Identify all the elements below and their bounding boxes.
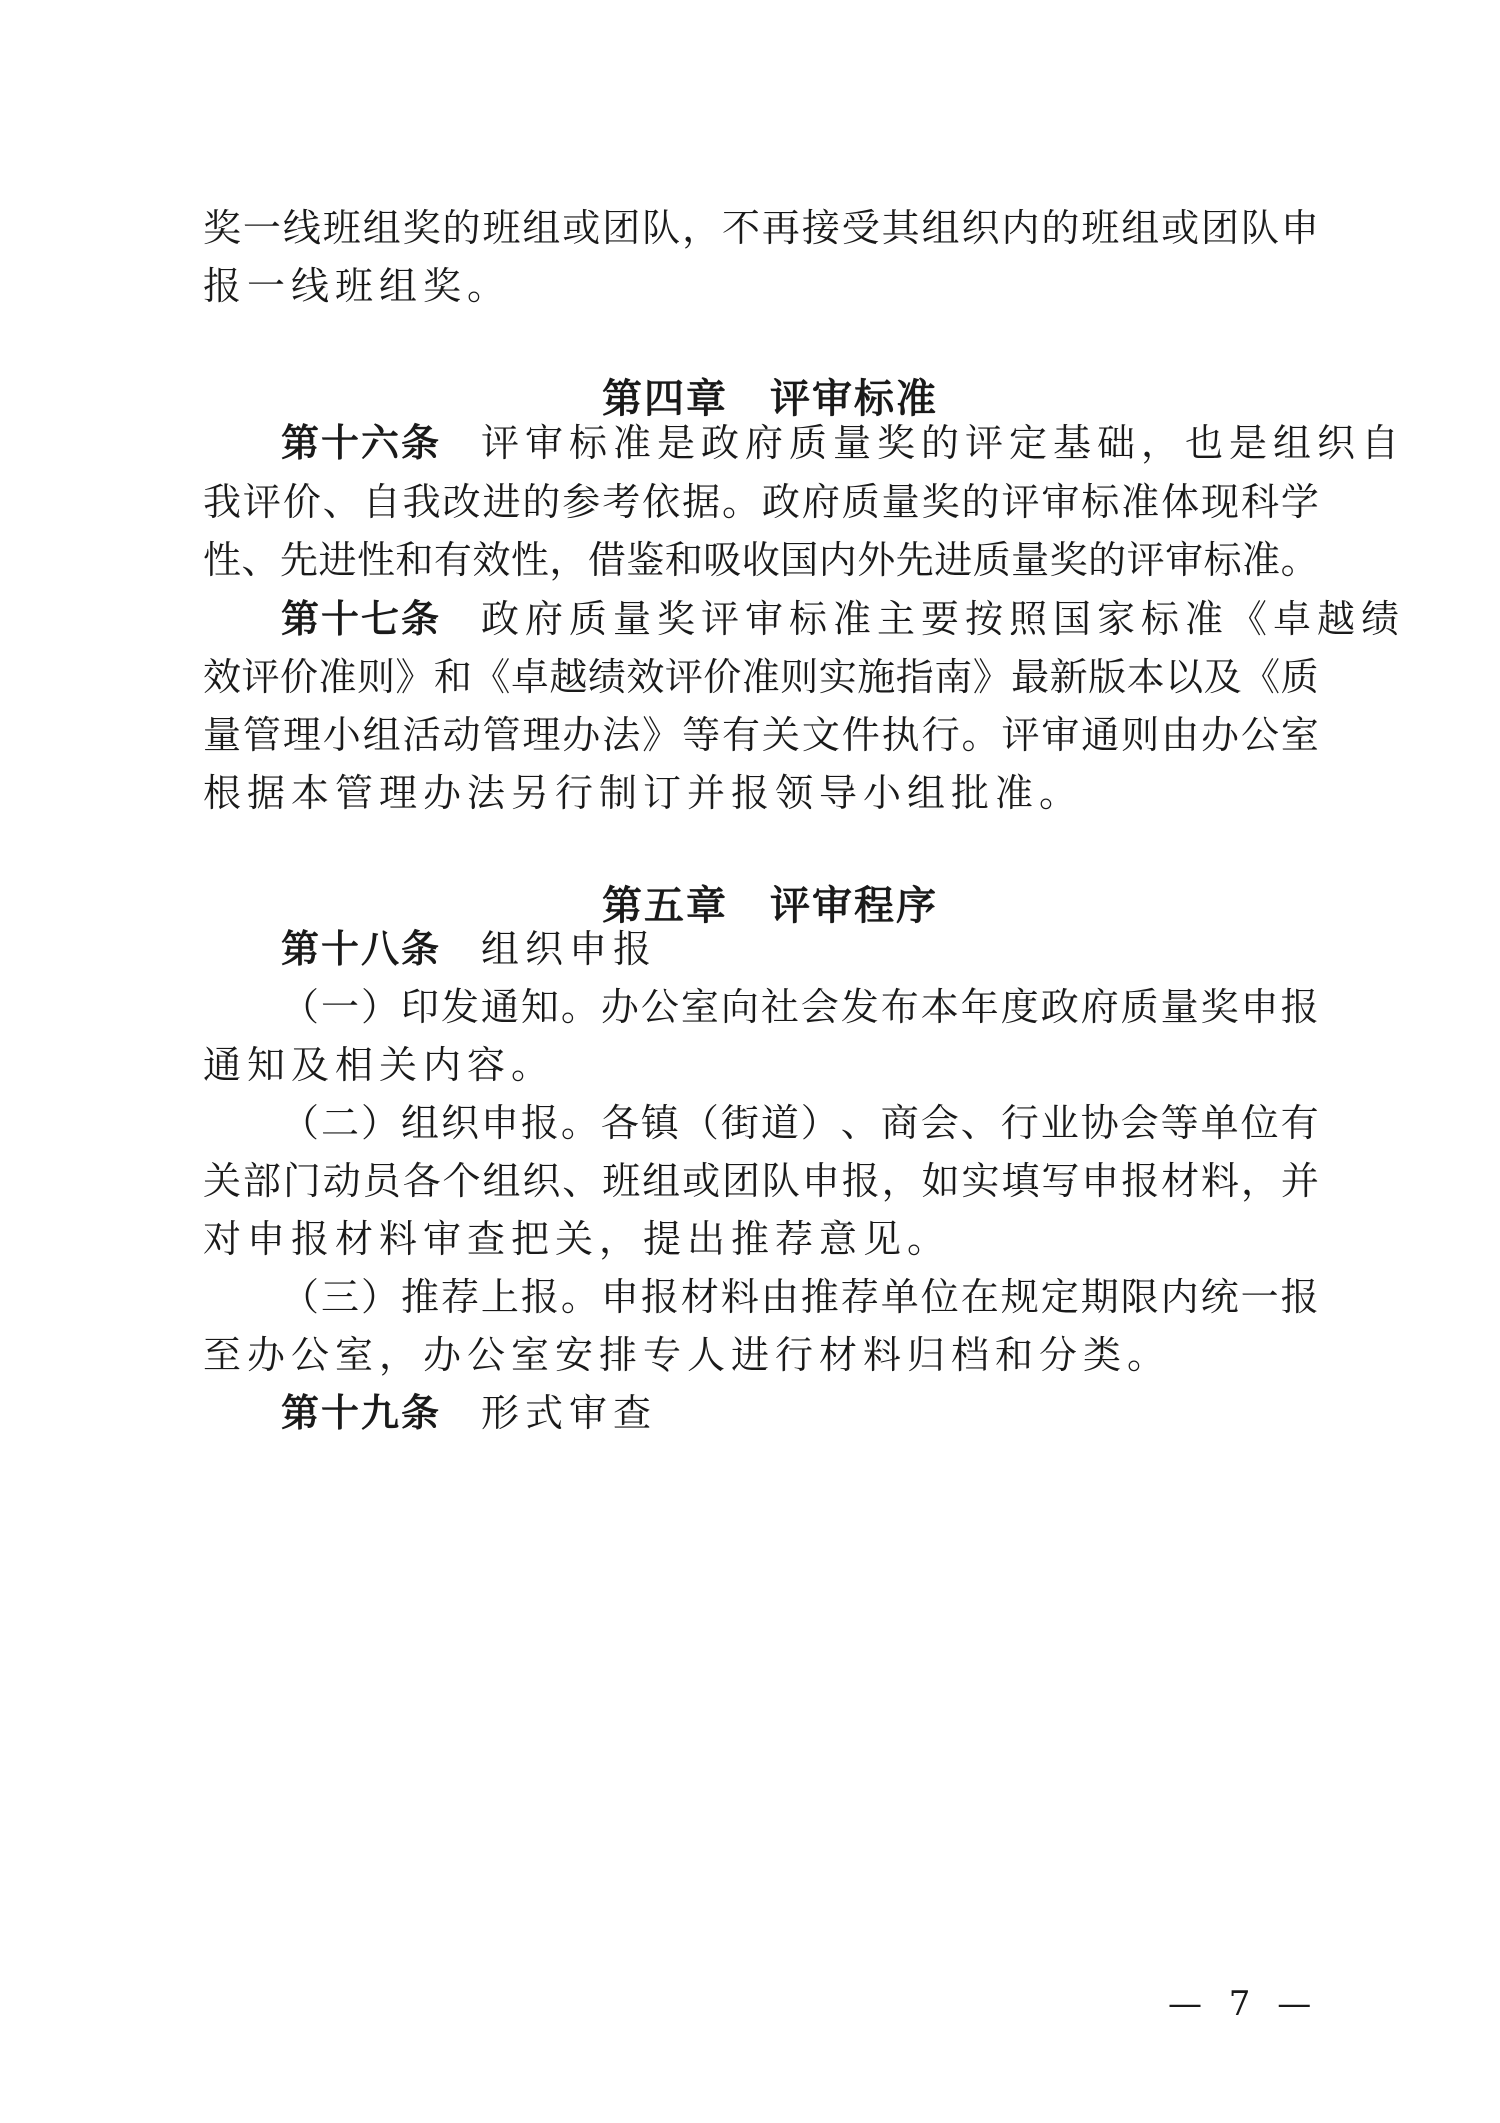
text-char: ， (549, 538, 588, 582)
text-char: 审 (1041, 713, 1080, 757)
text-char: 以 (1165, 655, 1204, 699)
text-char: 办 (562, 713, 601, 757)
body-line (281, 1101, 1319, 1145)
text-char: 在 (960, 1275, 999, 1319)
text-char: ， (1240, 1159, 1279, 1203)
text-char: 办 (600, 985, 639, 1029)
text-char: 员 (362, 1159, 401, 1203)
text-char: 单 (880, 1275, 919, 1319)
text-char: 行 (921, 713, 960, 757)
body-line (203, 713, 1319, 757)
text-char: 实 (818, 655, 857, 699)
text-char: 社 (760, 985, 799, 1029)
body-line: 至办公室，办公室安排专人进行材料归档和分类。 (203, 1333, 1172, 1377)
text-char: 内 (1001, 206, 1040, 250)
text-char: 知 (520, 985, 559, 1029)
text-char: 准 (1242, 538, 1281, 582)
text-char: 参 (562, 480, 601, 524)
text-char: 位 (1240, 1101, 1279, 1145)
text-char: 版 (1088, 655, 1127, 699)
text-char: 鉴 (626, 538, 665, 582)
article-16-line (281, 421, 1406, 465)
article-text: 形式审查 (481, 1391, 658, 1435)
text-char: 度 (1000, 985, 1039, 1029)
text-char: 实 (961, 1159, 1000, 1203)
text-char: 进 (318, 538, 357, 582)
text-char: 越 (549, 655, 588, 699)
text-char: 最 (1011, 655, 1050, 699)
text-char: 政 (1040, 985, 1079, 1029)
text-char: 奖 (921, 480, 960, 524)
text-char: 奖 (1200, 985, 1239, 1029)
text-char: 的 (1088, 538, 1127, 582)
text-char: 荐 (440, 1275, 479, 1319)
text-char: 期 (1080, 1275, 1119, 1319)
text-char: 关 (203, 1159, 242, 1203)
text-char: 会 (1120, 1101, 1159, 1145)
text-char: 标 (1081, 480, 1120, 524)
body-line (203, 1159, 1319, 1203)
text-char: 奖 (402, 206, 441, 250)
text-char: 推 (400, 1275, 439, 1319)
text-char: 报 (1121, 1159, 1160, 1203)
text-char: 织 (522, 1159, 561, 1203)
text-char: 本 (920, 985, 959, 1029)
text-char: ） (360, 985, 399, 1029)
text-char: 评 (242, 480, 281, 524)
text-char: 政 (761, 480, 800, 524)
text-char: 班 (322, 206, 361, 250)
text-char: （ (281, 1275, 320, 1319)
text-char: 效 (203, 655, 242, 699)
text-char: 报 (520, 1275, 559, 1319)
text-char: 准 (741, 655, 780, 699)
text-char: 改 (442, 480, 481, 524)
text-char: 效 (472, 538, 511, 582)
text-char: 和 (664, 538, 703, 582)
text-char: 或 (682, 1159, 721, 1203)
text-char: 等 (682, 713, 721, 757)
text-char: ） (800, 1101, 839, 1145)
text-char: 则 (356, 655, 395, 699)
text-char: 规 (1000, 1275, 1039, 1319)
text-char: 室 (680, 985, 719, 1029)
text-char: 施 (857, 655, 896, 699)
text-char: 团 (721, 1159, 760, 1203)
text-char: 班 (482, 206, 521, 250)
text-char: 进 (934, 538, 973, 582)
text-char: 班 (602, 1159, 641, 1203)
text-char: 业 (1040, 1101, 1079, 1145)
text-char: 申 (1081, 1159, 1120, 1203)
text-char: 申 (480, 1101, 519, 1145)
text-char: 量 (1160, 985, 1199, 1029)
body-line (203, 206, 1319, 250)
text-char: 则 (1121, 713, 1160, 757)
text-char: 量 (1011, 538, 1050, 582)
text-char: 进 (482, 480, 521, 524)
text-char: 质 (1280, 655, 1319, 699)
article-number: 第十七条 (281, 597, 442, 641)
text-char: 准 (318, 655, 357, 699)
text-char: 指 (895, 655, 934, 699)
article-19-line (281, 1391, 658, 1435)
text-char: 内 (818, 538, 857, 582)
text-char: 价 (282, 480, 321, 524)
text-char: 《 (1242, 655, 1281, 699)
text-char: 据 (682, 480, 721, 524)
text-char: 组 (522, 206, 561, 250)
text-char: 的 (442, 206, 481, 250)
article-text: 组织申报 (481, 927, 658, 971)
body-line: 根据本管理办法另行制订并报领导小组批准。 (203, 771, 1084, 815)
text-char: 《 (472, 655, 511, 699)
text-char: 队 (642, 206, 681, 250)
text-char: 班 (1081, 206, 1120, 250)
text-char: 向 (720, 985, 759, 1029)
text-char: （ (281, 1101, 320, 1145)
text-char: 报 (640, 1275, 679, 1319)
text-char: 性 (356, 538, 395, 582)
text-char: 通 (480, 985, 519, 1029)
body-line: 报一线班组奖。 (203, 264, 512, 308)
text-char: 及 (1203, 655, 1242, 699)
text-char: 审 (1041, 480, 1080, 524)
text-char: 统 (1200, 1275, 1239, 1319)
text-char: 动 (322, 1159, 361, 1203)
text-char: 布 (880, 985, 919, 1029)
text-char: 管 (482, 713, 521, 757)
text-char: 国 (780, 538, 819, 582)
text-char: 组 (1121, 206, 1160, 250)
text-char: 价 (279, 655, 318, 699)
text-char: 评 (1126, 538, 1165, 582)
text-char: 限 (1120, 1275, 1159, 1319)
text-char: 位 (920, 1275, 959, 1319)
article-17-line (281, 597, 1406, 641)
text-char: 会 (920, 1101, 959, 1145)
text-char: 室 (1280, 713, 1319, 757)
body-line (203, 655, 1319, 699)
text-char: 商 (880, 1101, 919, 1145)
text-char: 有 (433, 538, 472, 582)
text-char: 自 (362, 480, 401, 524)
text-char: 接 (801, 206, 840, 250)
text-char: 上 (480, 1275, 519, 1319)
text-char: 单 (1200, 1101, 1239, 1145)
text-char: 申 (801, 1159, 840, 1203)
body-line (281, 1275, 1319, 1319)
text-char: 考 (602, 480, 641, 524)
text-char: 先 (279, 538, 318, 582)
text-char: 申 (1240, 985, 1279, 1029)
text-char: 府 (801, 480, 840, 524)
body-line: 通知及相关内容。 (203, 1043, 556, 1087)
text-char: 公 (1240, 713, 1279, 757)
body-line (203, 480, 1319, 524)
text-char: 其 (881, 206, 920, 250)
text-char: 准 (1121, 480, 1160, 524)
text-char: 协 (1080, 1101, 1119, 1145)
text-char: 组 (482, 1159, 521, 1203)
text-char: （ (281, 985, 320, 1029)
article-text: 政府质量奖评审标准主要按照国家标准《卓越绩 (481, 597, 1406, 641)
text-char: 内 (1160, 1275, 1199, 1319)
text-char: 》 (972, 655, 1011, 699)
text-char: 本 (1126, 655, 1165, 699)
text-char: 组 (362, 713, 401, 757)
text-char: 线 (282, 206, 321, 250)
text-char: 学 (1280, 480, 1319, 524)
text-char: 借 (587, 538, 626, 582)
text-char: 。 (961, 713, 1000, 757)
text-char: 。 (721, 480, 760, 524)
text-char: 、 (562, 1159, 601, 1203)
text-char: 南 (934, 655, 973, 699)
text-char: 收 (741, 538, 780, 582)
text-char: 质 (972, 538, 1011, 582)
text-char: 一 (1240, 1275, 1279, 1319)
text-char: 通 (1081, 713, 1120, 757)
text-char: 、 (960, 1101, 999, 1145)
text-char: 再 (761, 206, 800, 250)
text-char: 等 (1160, 1101, 1199, 1145)
text-char: ， (881, 1159, 920, 1203)
text-char: ， (682, 206, 721, 250)
text-char: 。 (1280, 538, 1319, 582)
text-char: 队 (1240, 206, 1279, 250)
text-char: 写 (1041, 1159, 1080, 1203)
text-char: 各 (402, 1159, 441, 1203)
text-char: 奖 (203, 206, 242, 250)
text-char: 织 (961, 206, 1000, 250)
text-char: 件 (841, 713, 880, 757)
text-char: 评 (1001, 480, 1040, 524)
body-line: 对申报材料审查把关，提出推荐意见。 (203, 1217, 952, 1261)
text-char: ） (360, 1101, 399, 1145)
text-char: 小 (322, 713, 361, 757)
text-char: 织 (440, 1101, 479, 1145)
text-char: 理 (282, 713, 321, 757)
text-char: 量 (203, 713, 242, 757)
text-char: 和 (433, 655, 472, 699)
text-char: 科 (1240, 480, 1279, 524)
text-char: 府 (1080, 985, 1119, 1029)
text-char: 、 (241, 538, 280, 582)
text-char: 各 (600, 1101, 639, 1145)
text-char: 报 (841, 1159, 880, 1203)
text-char: 申 (1280, 206, 1319, 250)
text-char: 队 (761, 1159, 800, 1203)
text-char: 的 (1041, 206, 1080, 250)
text-char: 如 (921, 1159, 960, 1203)
text-char: 性 (203, 538, 242, 582)
text-char: 关 (761, 713, 800, 757)
text-char: 荐 (840, 1275, 879, 1319)
text-char: 道 (760, 1101, 799, 1145)
text-char: （ (680, 1101, 719, 1145)
text-char: 街 (720, 1101, 759, 1145)
text-char: 报 (520, 1101, 559, 1145)
text-char: 质 (1120, 985, 1159, 1029)
text-char: 效 (626, 655, 665, 699)
text-char: 吸 (703, 538, 742, 582)
text-char: 绩 (587, 655, 626, 699)
text-char: 性 (510, 538, 549, 582)
text-char: 发 (440, 985, 479, 1029)
text-char: 并 (1280, 1159, 1319, 1203)
body-line (203, 538, 1319, 582)
text-char: 文 (801, 713, 840, 757)
text-char: 审 (1165, 538, 1204, 582)
text-char: 和 (395, 538, 434, 582)
chapter-heading: 第四章 评审标准 (602, 376, 938, 422)
text-char: 。 (560, 1275, 599, 1319)
text-char: 、 (840, 1101, 879, 1145)
text-char: 量 (881, 480, 920, 524)
text-char: 一 (320, 985, 359, 1029)
text-char: 组 (642, 1159, 681, 1203)
text-char: 活 (402, 713, 441, 757)
text-char: 管 (242, 713, 281, 757)
article-number: 第十六条 (281, 421, 442, 465)
text-char: 材 (1161, 1159, 1200, 1203)
text-char: 二 (320, 1101, 359, 1145)
text-char: 个 (442, 1159, 481, 1203)
text-char: 动 (442, 713, 481, 757)
article-text: 评审标准是政府质量奖的评定基础，也是组织自 (481, 421, 1406, 465)
text-char: 或 (1161, 206, 1200, 250)
text-char: 组 (921, 206, 960, 250)
text-char: 新 (1049, 655, 1088, 699)
page-number: — 7 — (1168, 1984, 1320, 2024)
text-char: 填 (1001, 1159, 1040, 1203)
text-char: 组 (400, 1101, 439, 1145)
article-18-line (281, 927, 658, 971)
text-char: 标 (1203, 538, 1242, 582)
text-char: 不 (721, 206, 760, 250)
text-char: 会 (800, 985, 839, 1029)
text-char: 的 (961, 480, 1000, 524)
text-char: 印 (400, 985, 439, 1029)
article-number: 第十八条 (281, 927, 442, 971)
text-char: 报 (1280, 985, 1319, 1029)
text-char: 、 (322, 480, 361, 524)
text-char: 部 (242, 1159, 281, 1203)
text-char: 》 (395, 655, 434, 699)
text-char: 行 (1000, 1101, 1039, 1145)
text-char: 报 (1280, 1275, 1319, 1319)
text-char: 一 (242, 206, 281, 250)
text-char: 受 (841, 206, 880, 250)
text-char: 奖 (1049, 538, 1088, 582)
text-char: 申 (600, 1275, 639, 1319)
body-line (281, 985, 1319, 1029)
text-char: 理 (522, 713, 561, 757)
text-char: ） (360, 1275, 399, 1319)
text-char: 质 (841, 480, 880, 524)
text-char: 料 (1201, 1159, 1240, 1203)
text-char: 法 (602, 713, 641, 757)
article-number: 第十九条 (281, 1391, 442, 1435)
text-char: 镇 (640, 1101, 679, 1145)
text-char: 团 (602, 206, 641, 250)
text-char: 推 (800, 1275, 839, 1319)
text-char: 定 (1040, 1275, 1079, 1319)
text-char: 有 (721, 713, 760, 757)
text-char: 评 (1001, 713, 1040, 757)
text-char: 的 (522, 480, 561, 524)
text-char: 三 (320, 1275, 359, 1319)
text-char: 》 (642, 713, 681, 757)
text-char: 则 (780, 655, 819, 699)
text-char: 料 (720, 1275, 759, 1319)
text-char: 门 (282, 1159, 321, 1203)
text-char: 我 (203, 480, 242, 524)
text-char: 我 (402, 480, 441, 524)
text-char: 组 (362, 206, 401, 250)
text-char: 由 (1161, 713, 1200, 757)
text-char: 办 (1201, 713, 1240, 757)
text-char: 团 (1201, 206, 1240, 250)
text-char: 卓 (510, 655, 549, 699)
text-char: 或 (562, 206, 601, 250)
text-char: 价 (703, 655, 742, 699)
text-char: 。 (560, 985, 599, 1029)
text-char: 。 (560, 1101, 599, 1145)
text-char: 依 (642, 480, 681, 524)
text-char: 外 (857, 538, 896, 582)
text-char: 由 (760, 1275, 799, 1319)
text-char: 材 (680, 1275, 719, 1319)
text-char: 有 (1280, 1101, 1319, 1145)
text-char: 执 (881, 713, 920, 757)
text-char: 发 (840, 985, 879, 1029)
text-char: 评 (241, 655, 280, 699)
chapter-heading: 第五章 评审程序 (602, 883, 938, 929)
text-char: 年 (960, 985, 999, 1029)
text-char: 现 (1201, 480, 1240, 524)
text-char: 体 (1161, 480, 1200, 524)
text-char: 公 (640, 985, 679, 1029)
text-char: 评 (664, 655, 703, 699)
text-char: 先 (895, 538, 934, 582)
